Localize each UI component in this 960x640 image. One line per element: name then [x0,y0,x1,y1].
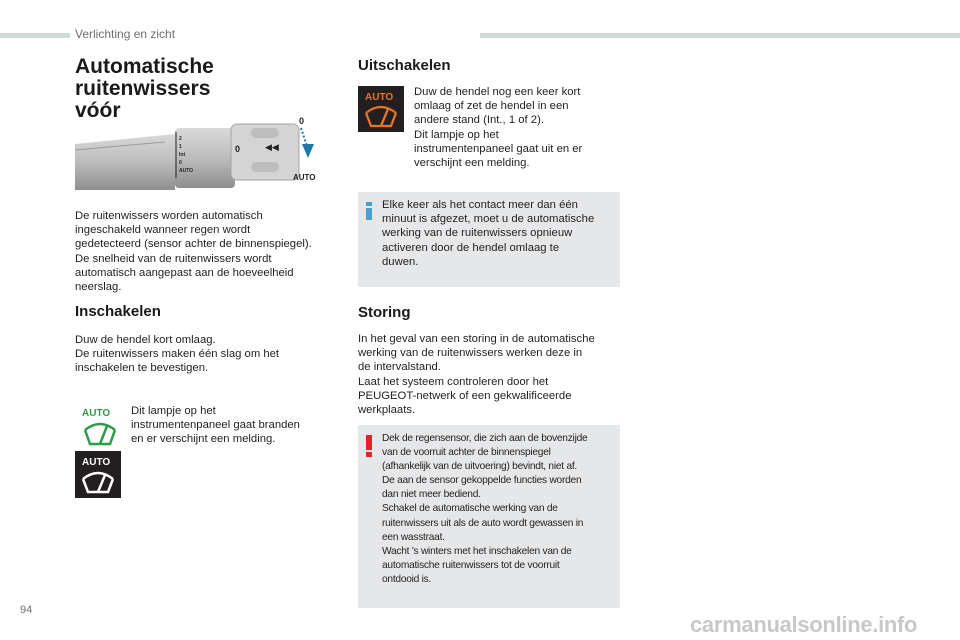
storing-line: Laat het systeem controleren door het [358,375,549,388]
header-rule-left [0,33,70,38]
svg-text:AUTO: AUTO [179,168,194,174]
info-line: minuut is afgezet, moet u de automatische [382,213,595,226]
warning-line: automatische ruitenwissers tot de voorruit [382,559,560,571]
indicator-line: en er verschijnt een melding. [131,433,276,446]
auto-wiper-green-label: AUTO [82,408,111,419]
warning-line: dan niet meer bediend. [382,489,481,501]
warning-line: ruitenwissers uit als de auto wordt gewassen in [382,517,584,529]
uitschakelen-line: verschijnt een melding. [414,157,530,170]
title-line-2: vóór [75,99,121,122]
inschakelen-line: De ruitenwissers maken één slag om het [75,348,280,361]
svg-text:0: 0 [179,160,182,166]
auto-wiper-green-icon [79,404,121,448]
section-title: Verlichting en zicht [75,27,176,41]
intro-line: De snelheid van de ruitenwissers wordt [75,252,272,265]
stalk-position-zero: 0 [299,116,305,126]
info-box-text [382,198,618,269]
svg-text:Int: Int [179,152,186,158]
info-line: werking van de ruitenwissers opnieuw [382,227,573,240]
indicator-line: Dit lampje op het [131,405,216,417]
svg-text:0: 0 [235,144,241,154]
warning-line: van de voorruit achter de binnenspiegel [382,447,551,459]
warning-line: een wasstraat. [382,531,445,543]
intro-line: ingeschakeld wanneer regen wordt [75,224,251,237]
info-line: duwen. [382,255,419,268]
info-line: activeren door de hendel omlaag te [382,241,560,254]
intro-line: automatisch aangepast aan de hoeveelheid [75,266,294,279]
svg-text:◀◀: ◀◀ [265,142,279,152]
page-number: 94 [20,604,33,616]
svg-text:2: 2 [179,136,182,142]
intro-line: neerslag. [75,281,122,294]
storing-line: de intervalstand. [358,361,441,374]
inschakelen-line: Duw de hendel kort omlaag. [75,334,216,346]
inschakelen-line: inschakelen te bevestigen. [75,362,209,375]
watermark: carmanualsonline.info [690,612,918,637]
title-line-1: Automatische ruitenwissers [75,55,214,100]
warning-box-text [382,432,618,587]
warning-line: Dek de regensensor, die zich aan de bovenzijde [382,433,588,444]
header-rule [480,33,960,38]
intro-line: gedetecteerd (sensor achter de binnenspiegel). [75,238,312,251]
info-box [358,192,620,287]
warning-line: Wacht 's winters met het inschakelen van de [382,545,572,557]
uitschakelen-paragraph [414,85,624,170]
intro-paragraph [75,209,350,294]
storing-line: werkplaats. [358,404,416,417]
wiper-stalk-illustration [75,110,325,195]
heading-inschakelen: Inschakelen [75,303,161,320]
auto-wiper-off-label: AUTO [365,92,394,103]
storing-line: werking van de ruitenwissers werken deze in [358,347,583,360]
storing-paragraph [358,332,623,417]
uitschakelen-line: instrumentenpaneel gaat uit en er [414,142,583,155]
info-icon [366,202,372,220]
warning-line: (afhankelijk van de uitvoering) bevindt, niet af. [382,461,578,473]
warning-line: ontdooid is. [382,573,432,585]
intro-line: De ruitenwissers worden automatisch [75,210,263,222]
uitschakelen-line: andere stand (Int., 1 of 2). [414,114,544,127]
storing-line: In het geval van een storing in de automatische [358,333,595,345]
inschakelen-paragraph [75,333,350,376]
uitschakelen-line: Dit lampje op het [414,128,499,141]
warning-icon [366,435,372,457]
svg-text:1: 1 [179,144,182,150]
inschakelen-indicator-text [131,404,351,447]
info-line: Elke keer als het contact meer dan één [382,199,578,211]
uitschakelen-line: Duw de hendel nog een keer kort [414,86,581,98]
auto-wiper-off-icon [358,86,404,132]
storing-line: PEUGEOT-netwerk of een gekwalificeerde [358,389,572,402]
heading-uitschakelen: Uitschakelen [358,57,451,74]
warning-line: Schakel de automatische werking van de [382,503,558,515]
heading-storing: Storing [358,304,411,321]
warning-line: De aan de sensor gekoppelde functies worden [382,475,582,487]
warning-box [358,425,620,608]
auto-wiper-dark-icon [75,451,121,498]
stalk-auto-label: AUTO [293,173,316,182]
auto-wiper-dark-label: AUTO [82,457,111,468]
indicator-line: instrumentenpaneel gaat branden [131,419,300,432]
uitschakelen-line: omlaag of zet de hendel in een [414,100,569,113]
